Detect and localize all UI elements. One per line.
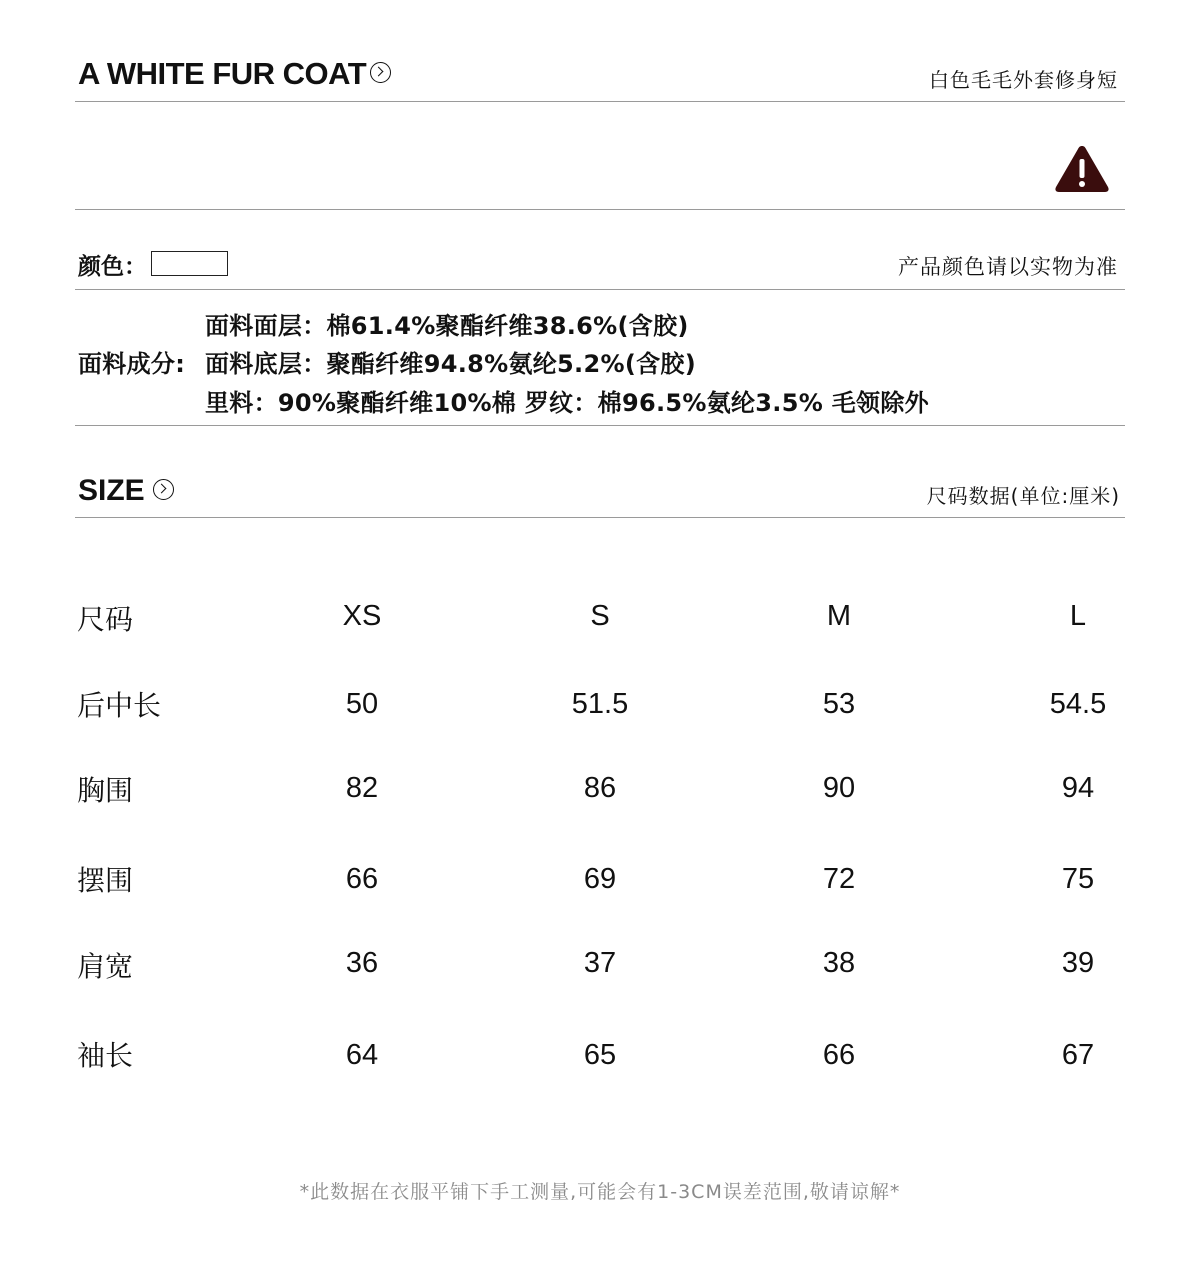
table-cell: 54.5 xyxy=(1049,688,1107,720)
table-cell: 72 xyxy=(822,863,856,895)
product-subtitle: 白色毛毛外套修身短 xyxy=(929,68,1118,92)
table-header-cell: L xyxy=(1069,600,1087,632)
table-cell: 69 xyxy=(583,863,617,895)
fabric-label: 面料成分: xyxy=(78,350,186,378)
table-cell: 38 xyxy=(822,947,856,979)
table-cell: 胸围 xyxy=(77,774,134,807)
table-cell: 37 xyxy=(583,947,617,979)
table-cell: 64 xyxy=(345,1039,379,1071)
chevron-circle-right-icon xyxy=(370,62,391,83)
size-title-row xyxy=(78,474,174,508)
table-header-cell: M xyxy=(826,600,852,632)
table-header-cell: S xyxy=(590,600,610,632)
fabric-line-outer: 面料面层：棉61.4%聚酯纤维38.6%(含胶) xyxy=(205,312,689,340)
table-cell: 袖长 xyxy=(77,1039,134,1072)
table-cell: 67 xyxy=(1061,1039,1095,1071)
table-cell: 39 xyxy=(1061,947,1095,979)
chevron-circle-right-icon xyxy=(153,479,174,500)
table-header-cell: XS xyxy=(342,600,382,632)
table-cell: 后中长 xyxy=(77,689,162,722)
color-label: 颜色： xyxy=(78,254,147,280)
table-cell: 65 xyxy=(583,1039,617,1071)
product-title: A WHITE FUR COAT xyxy=(78,56,367,91)
measurement-disclaimer: *此数据在衣服平铺下手工测量,可能会有1-3CM误差范围,敬请谅解* xyxy=(299,1181,901,1203)
size-unit-note: 尺码数据(单位:厘米) xyxy=(926,484,1120,508)
divider xyxy=(75,101,1125,102)
warning-triangle-icon xyxy=(1054,144,1110,194)
size-title: SIZE xyxy=(78,474,145,507)
table-cell: 75 xyxy=(1061,863,1095,895)
table-cell: 66 xyxy=(345,863,379,895)
table-cell: 肩宽 xyxy=(77,950,134,983)
fabric-line-lining: 里料：90%聚酯纤维10%棉 罗纹：棉96.5%氨纶3.5% 毛领除外 xyxy=(205,389,929,417)
divider xyxy=(75,209,1125,210)
divider xyxy=(75,289,1125,290)
divider xyxy=(75,425,1125,426)
table-cell: 86 xyxy=(583,772,617,804)
color-swatch xyxy=(151,251,228,276)
table-header-cell: 尺码 xyxy=(77,603,134,636)
table-cell: 51.5 xyxy=(571,688,629,720)
table-cell: 摆围 xyxy=(77,864,134,897)
table-cell: 50 xyxy=(345,688,379,720)
divider xyxy=(75,517,1125,518)
table-cell: 66 xyxy=(822,1039,856,1071)
table-cell: 53 xyxy=(822,688,856,720)
color-note: 产品颜色请以实物为准 xyxy=(898,255,1118,279)
fabric-line-base: 面料底层：聚酯纤维94.8%氨纶5.2%(含胶) xyxy=(205,350,696,378)
table-cell: 82 xyxy=(345,772,379,804)
table-cell: 94 xyxy=(1061,772,1095,804)
table-cell: 36 xyxy=(345,947,379,979)
table-cell: 90 xyxy=(822,772,856,804)
product-title-row xyxy=(78,56,391,92)
